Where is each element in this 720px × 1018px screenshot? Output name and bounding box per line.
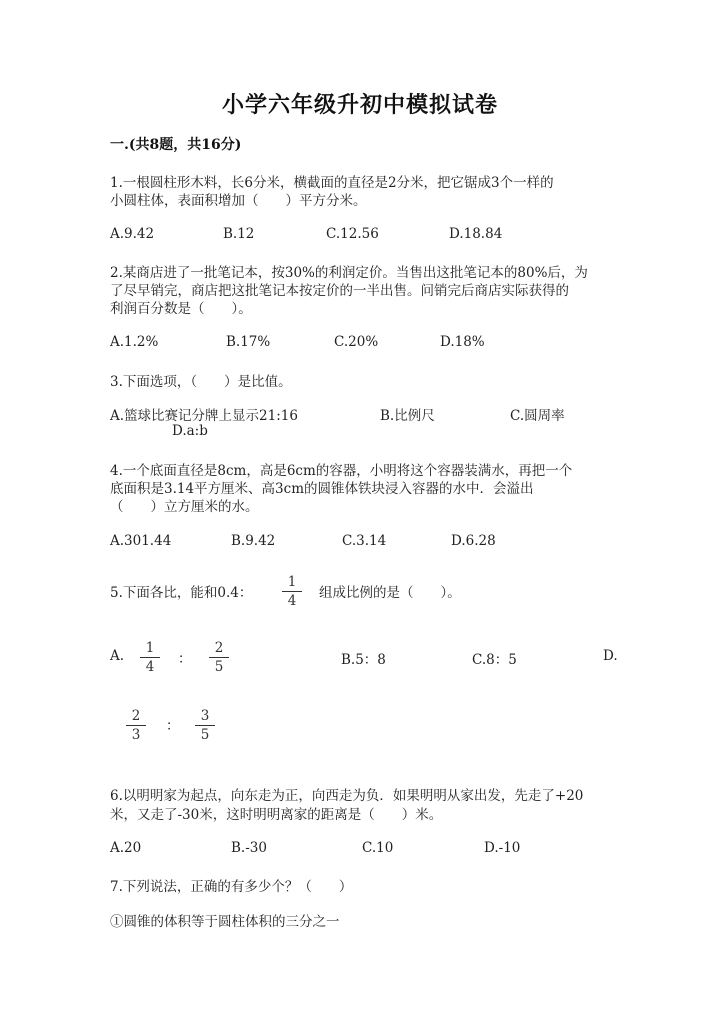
fraction-numerator: 1: [145, 640, 155, 656]
q5-option-a-left-fraction: [138, 640, 162, 675]
q3-option-d: D.a:b: [172, 423, 208, 439]
q5-option-d-right-fraction: [193, 708, 217, 743]
q4-stem-line-3: （ ）立方厘米的水。: [110, 499, 259, 515]
q5-option-a-right-fraction: [207, 640, 231, 675]
q5-option-d-left-fraction: [124, 708, 148, 743]
q5-option-d-label: D.: [603, 648, 618, 664]
q6-option-d: D.-10: [484, 840, 521, 856]
q1-option-d: D.18.84: [449, 226, 503, 242]
section-heading: 一.(共8题，共16分): [110, 137, 242, 153]
page-title: 小学六年级升初中模拟试卷: [221, 92, 498, 118]
q2-stem-line-1: 2.某商店进了一批笔记本，按30%的利润定价。当售出这批笔记本的80%后，为: [110, 265, 588, 281]
q6-stem-line-1: 6.以明明家为起点，向东走为正，向西走为负．如果明明从家出发，先走了+20: [110, 788, 584, 804]
q5-stem-prefix: 5.下面各比，能和0.4：: [110, 585, 253, 601]
q5-option-b: B.5：8: [341, 652, 386, 668]
fraction-denominator: 5: [214, 659, 224, 675]
q1-option-a: A.9.42: [110, 226, 155, 242]
q5-stem-fraction: [280, 574, 304, 609]
q3-stem: 3.下面选项，（ ）是比值。: [110, 374, 292, 390]
q3-option-c: C.圆周率: [510, 408, 565, 424]
q2-option-a: A.1.2%: [110, 334, 159, 350]
fraction-bar: [282, 591, 302, 592]
fraction-bar: [195, 725, 215, 726]
fraction-denominator: 4: [145, 659, 155, 675]
q1-option-b: B.12: [223, 226, 255, 242]
q2-option-b: B.17%: [226, 334, 271, 350]
q4-option-b: B.9.42: [231, 533, 276, 549]
fraction-denominator: 4: [287, 593, 297, 609]
fraction-numerator: 3: [200, 708, 210, 724]
q6-stem-line-2: 米，又走了-30米，这时明明离家的距离是（ ）米。: [110, 807, 443, 823]
q4-option-d: D.6.28: [451, 533, 496, 549]
q7-stem: 7.下列说法，正确的有多少个？（ ）: [110, 879, 353, 895]
q1-stem-line-1: 1.一根圆柱形木料，长6分米，横截面的直径是2分米，把它锯成3个一样的: [110, 175, 554, 191]
q6-option-c: C.10: [362, 840, 394, 856]
q3-option-b: B.比例尺: [380, 408, 435, 424]
q5-option-a-colon: ：: [178, 651, 192, 667]
fraction-bar: [140, 657, 160, 658]
fraction-bar: [209, 657, 229, 658]
q5-option-c: C.8：5: [472, 652, 517, 668]
fraction-bar: [126, 725, 146, 726]
q1-option-c: C.12.56: [326, 226, 379, 242]
q6-option-b: B.-30: [231, 840, 267, 856]
q2-stem-line-2: 了尽早销完，商店把这批笔记本按定价的一半出售。问销完后商店实际获得的: [110, 283, 569, 299]
q4-stem-line-2: 底面积是3.14平方厘米、高3cm的圆锥体铁块浸入容器的水中．会溢出: [110, 481, 534, 497]
q5-stem-suffix: 组成比例的是（ ）。: [319, 585, 461, 601]
q6-option-a: A.20: [110, 840, 142, 856]
fraction-numerator: 2: [214, 640, 224, 656]
q2-option-d: D.18%: [440, 334, 485, 350]
q3-option-a: A.篮球比赛记分牌上显示21:16: [110, 408, 298, 424]
q4-option-a: A.301.44: [110, 533, 172, 549]
q4-option-c: C.3.14: [342, 533, 387, 549]
q2-option-c: C.20%: [334, 334, 379, 350]
fraction-numerator: 2: [131, 708, 141, 724]
q1-stem-line-2: 小圆柱体，表面积增加（ ）平方分米。: [110, 193, 367, 209]
fraction-numerator: 1: [287, 574, 297, 590]
fraction-denominator: 5: [200, 727, 210, 743]
q7-item-1: ①圆锥的体积等于圆柱体积的三分之一: [110, 914, 340, 930]
q5-option-a-label: A.: [110, 648, 125, 664]
fraction-denominator: 3: [131, 727, 141, 743]
q4-stem-line-1: 4.一个底面直径是8cm，高是6cm的容器，小明将这个容器装满水，再把一个: [110, 463, 573, 479]
q2-stem-line-3: 利润百分数是（ ）。: [110, 301, 252, 317]
q5-option-d-colon: ：: [166, 718, 180, 734]
